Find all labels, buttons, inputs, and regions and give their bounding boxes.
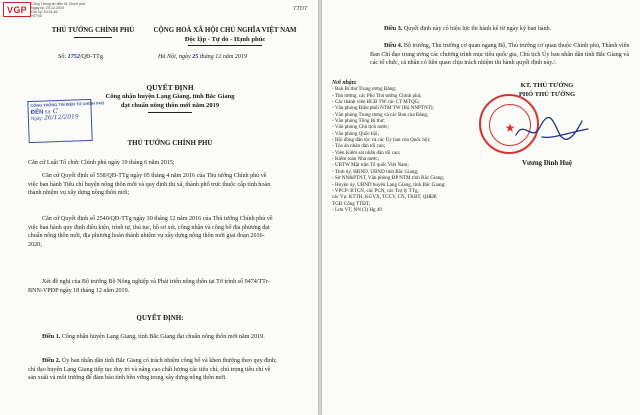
signer-name: Vương Đình Huệ	[522, 160, 572, 167]
issue-date: Hà Nội, ngày 25 tháng 12 năm 2019	[158, 54, 248, 60]
issuing-authority: THỦ TƯỚNG CHÍNH PHỦ	[51, 27, 135, 34]
vgp-logo: VGP	[3, 2, 31, 17]
decide-heading: QUYẾT ĐỊNH:	[136, 314, 184, 322]
article-4: Điều 4. Bộ trưởng, Thủ trưởng cơ quan ngang Bộ, Thủ trưởng cơ quan thuộc Chính phủ, Thành viên Ban Chỉ đạo trung ương các chương trình mục tiêu quốc gia, Chủ tịch Ủy ban nhân dân tỉnh Bắc Giang và các tổ chức, cá nhân có liên quan chịu trách nhiệm thi hành quyết định này./.	[370, 43, 630, 67]
document-number: Số: 1752/QĐ-TTg	[58, 54, 103, 60]
recipients-list: Nơi nhận: - Ban Bí thư Trung ương Đảng; - Thủ tướng, các Phó Thủ tướng Chính phủ; - Các thành viên BCĐ TW các CT MTQG; - Văn phòng Điều phối NTM TW (Bộ NNPTNT); - Văn phòng Trung ương và các Ban của Đảng; - Văn phòng Tổng Bí thư; - Văn phòng Chủ tịch nước; - Văn phòng Quốc hội; - Hội đồng dân tộc và các Ủy ban của Quốc hội; - Tòa án nhân dân tối cao; - Viện Kiểm sát nhân dân tối cao; - Kiểm toán Nhà nước; - UBTW Mặt trận Tổ quốc Việt Nam; - Tỉnh ủy, HĐND, UBND tỉnh Bắc Giang; - Sở NN&PTNT, Văn phòng ĐP NTM tỉnh Bắc Giang; - Huyện ủy, UBND huyện Lạng Giang, tỉnh Bắc Giang; - VPCP: BTCN, các PCN, các Trợ lý TTg, các Vụ: KTTH, KGVX, TCCV, CN, TKBT, QHĐP, TGĐ Cổng TTĐT; - Lưu VT, NN (3) Hg 49	[332, 80, 446, 213]
title-rule	[148, 112, 192, 113]
digital-signature-caption: Cổng Thông tin điện tử Chính phủ Ngày ký: 25.12.2019 Giờ ký: 10:24:46 +07'00	[31, 2, 86, 19]
signature-kt: KT. THỦ TƯỚNG	[520, 82, 574, 89]
header-right-rule	[188, 45, 262, 46]
national-motto: Độc lập - Tự do - Hạnh phúc	[184, 36, 266, 43]
article-1: Điều 1. Công nhận huyện Lạng Giang, tỉnh Bắc Giang đạt chuẩn nông thôn mới năm 2019.	[42, 334, 265, 340]
authority-heading: THỦ TƯỚNG CHÍNH PHỦ	[127, 139, 213, 147]
preamble-1: Căn cứ Luật Tổ chức Chính phủ ngày 19 tháng 6 năm 2015;	[28, 160, 175, 166]
seal-star-icon: ★	[504, 121, 516, 135]
preamble-2: Căn cứ Quyết định số 558/QĐ-TTg ngày 05 tháng 4 năm 2016 của Thủ tướng Chính phủ về việc ban hành Tiêu chí huyện nông thôn mới và quy định thị xã, thành phố trực thuộc cấp tỉnh hoàn thành nhiệm vụ xây dựng nông thôn mới;	[28, 173, 271, 197]
preamble-3: Căn cứ Quyết định số 2540/QĐ-TTg ngày 30 tháng 12 năm 2016 của Thủ tướng Chính phủ về việc ban hành quy định điều kiện, trình tự, thủ tục, hồ sơ xét, công nhận và công bố địa phương đạt chuẩn nông thôn mới, địa phương hoàn thành nhiệm vụ xây dựng nông thôn mới giai đoạn 2016-2020;	[28, 216, 273, 248]
signature-title: PHÓ THỦ TƯỚNG	[518, 91, 576, 98]
handwritten-signature	[512, 113, 592, 147]
preamble-4: Xét đề nghị của Bộ trưởng Bộ Nông nghiệp và Phát triển nông thôn tại Tờ trình số 9474/TTr-BNN-VPĐP ngày 18 tháng 12 năm 2019.	[28, 279, 270, 294]
article-2: Điều 2. Ủy ban nhân dân tỉnh Bắc Giang có trách nhiệm công bố và khen thưởng theo quy định; chỉ đạo huyện Lạng Giang tiếp tục duy trì và nâng cao chất lượng các tiêu chí, chú trọng tiêu chí về sản xuất và môi trường để đảm bảo tính bền vững trong xây dựng nông thôn mới.	[28, 358, 277, 382]
ttdt-mark: TTĐT	[293, 6, 308, 12]
received-stamp: CỔNG THÔNG TIN ĐIỆN TỬ CHÍNH PHỦ ĐẾN Số: C Ngày: 26/12/2019	[27, 99, 92, 143]
country-name: CỘNG HOÀ XÃ HỘI CHỦ NGHĨA VIỆT NAM	[153, 27, 297, 34]
article-3: Điều 3. Quyết định này có hiệu lực thi hành kể từ ngày ký ban hành.	[384, 26, 552, 32]
page-1	[0, 0, 318, 415]
document-title: QUYẾT ĐỊNH	[146, 83, 194, 92]
header-left-rule	[74, 37, 112, 38]
document-subtitle-1: Công nhận huyện Lạng Giang, tỉnh Bắc Giang	[105, 93, 235, 100]
page-2	[322, 0, 640, 415]
document-subtitle-2: đạt chuẩn nông thôn mới năm 2019	[120, 102, 220, 109]
